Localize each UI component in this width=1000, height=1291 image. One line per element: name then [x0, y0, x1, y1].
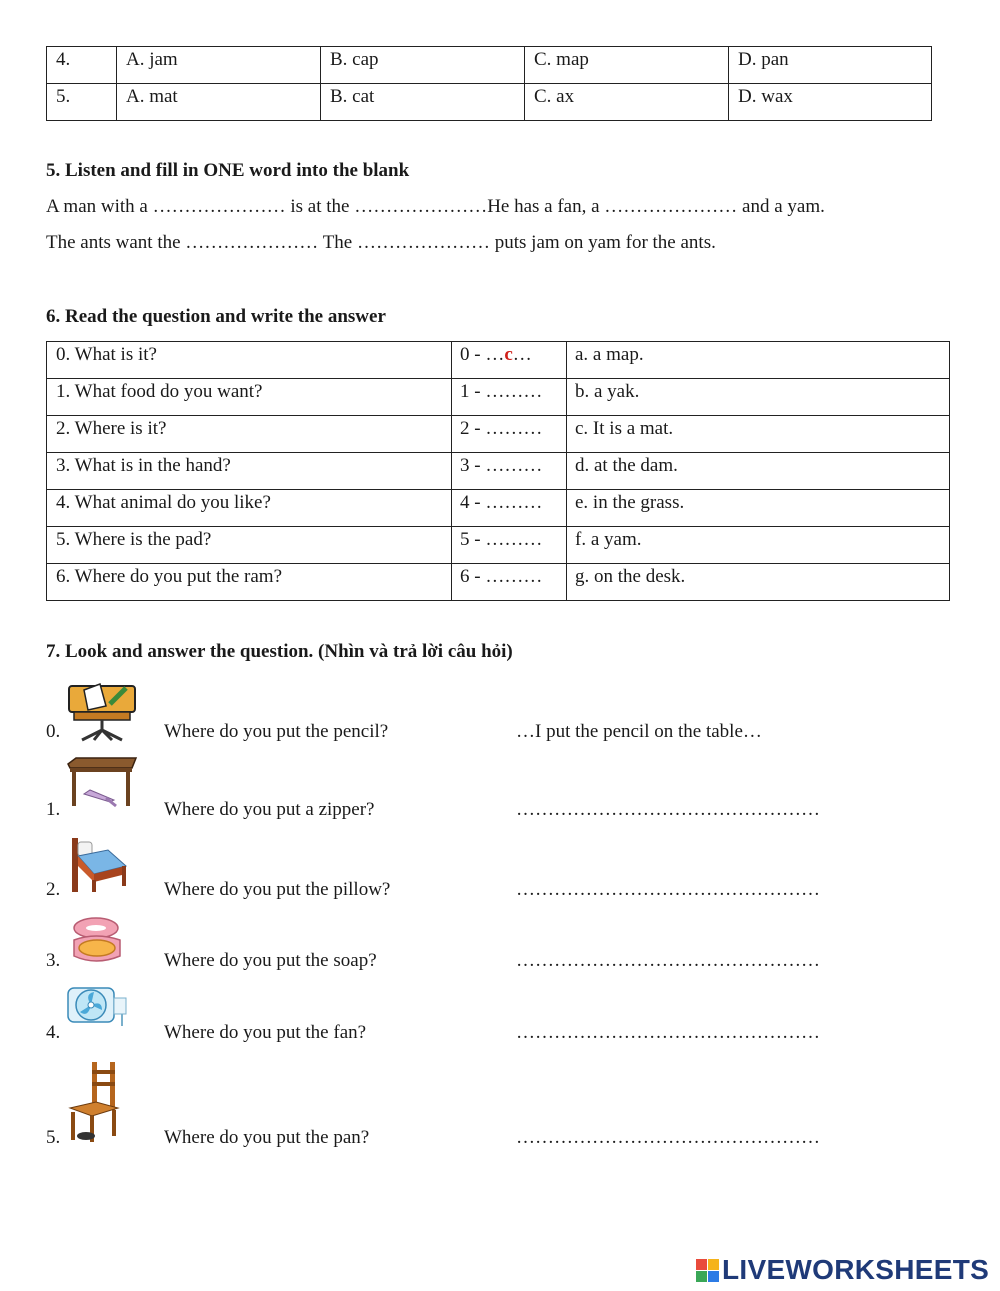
- option-cell: c. It is a mat.: [567, 416, 950, 453]
- option-a: A. mat: [117, 84, 321, 121]
- chair-icon: [66, 1060, 122, 1144]
- option-d: D. wax: [729, 84, 932, 121]
- table-row: [47, 490, 950, 527]
- question-cell: 5. Where is the pad?: [47, 527, 452, 564]
- answer-blank[interactable]: …………………………………………: [516, 1127, 820, 1148]
- table-row: [47, 379, 950, 416]
- fan-icon: [66, 984, 132, 1030]
- answer-slot-suffix: …: [512, 344, 532, 365]
- answer-slot[interactable]: 3 - ………: [452, 453, 567, 490]
- table-row: [47, 84, 932, 121]
- answer-letter: c: [504, 344, 513, 365]
- desk-with-paper-icon: [66, 678, 138, 742]
- answer-blank[interactable]: …………………………………………: [516, 799, 820, 820]
- table-row: [47, 342, 950, 379]
- answer-slot-prefix: 0 - …: [460, 344, 505, 365]
- question-number: 4.: [46, 1022, 61, 1043]
- option-d: D. pan: [729, 47, 932, 84]
- table-row: [47, 453, 950, 490]
- logo-block: [696, 1271, 707, 1282]
- table-with-zipper-icon: [66, 756, 138, 812]
- table-row: [47, 47, 932, 84]
- question-number: 0.: [46, 721, 61, 742]
- liveworksheets-logo[interactable]: [696, 1253, 989, 1287]
- table-row: [47, 564, 950, 601]
- answer-slot[interactable]: 6 - ………: [452, 564, 567, 601]
- option-cell: b. a yak.: [567, 379, 950, 416]
- row-number: 5.: [47, 84, 117, 121]
- answer-slot[interactable]: 5 - ………: [452, 527, 567, 564]
- option-c: C. ax: [525, 84, 729, 121]
- question-text: Where do you put the pencil?: [164, 721, 389, 742]
- question-number: 1.: [46, 799, 61, 820]
- question-text: Where do you put the fan?: [164, 1022, 367, 1043]
- section5-title: 5. Listen and fill in ONE word into the blank: [46, 160, 410, 181]
- question-text: Where do you put the soap?: [164, 950, 377, 971]
- answer-slot[interactable]: 1 - ………: [452, 379, 567, 416]
- row-number: 4.: [47, 47, 117, 84]
- question-text: Where do you put the pillow?: [164, 879, 391, 900]
- logo-block: [708, 1271, 719, 1282]
- section6-title: 6. Read the question and write the answer: [46, 306, 386, 327]
- answer-blank[interactable]: …………………………………………: [516, 950, 820, 971]
- question-number: 2.: [46, 879, 61, 900]
- logo-block: [708, 1259, 719, 1270]
- answer-slot[interactable]: 2 - ………: [452, 416, 567, 453]
- logo-block: [696, 1259, 707, 1270]
- question-text: Where do you put the pan?: [164, 1127, 370, 1148]
- question-number: 3.: [46, 950, 61, 971]
- answer-blank[interactable]: …………………………………………: [516, 879, 820, 900]
- option-a: A. jam: [117, 47, 321, 84]
- fill-blank-line-2: The ants want the ………………… The ………………… puts jam on yam for the ants.: [46, 232, 716, 253]
- question-cell: 4. What animal do you like?: [47, 490, 452, 527]
- option-cell: f. a yam.: [567, 527, 950, 564]
- answer-slot: [452, 342, 567, 379]
- question-cell: 1. What food do you want?: [47, 379, 452, 416]
- option-cell: e. in the grass.: [567, 490, 950, 527]
- matching-table: [46, 341, 950, 601]
- table-row: [47, 416, 950, 453]
- question-cell: 6. Where do you put the ram?: [47, 564, 452, 601]
- bed-icon: [68, 836, 130, 896]
- question-text: Where do you put a zipper?: [164, 799, 375, 820]
- option-b: B. cat: [321, 84, 525, 121]
- logo-text: LIVEWORKSHEETS: [722, 1254, 990, 1285]
- question-number: 5.: [46, 1127, 61, 1148]
- sample-answer: …I put the pencil on the table…: [516, 721, 762, 742]
- logo-blocks-icon: [696, 1259, 719, 1282]
- soap-dish-icon: [68, 914, 126, 970]
- section4-table: [46, 46, 932, 121]
- question-cell: 3. What is in the hand?: [47, 453, 452, 490]
- option-cell: a. a map.: [567, 342, 950, 379]
- answer-blank[interactable]: …………………………………………: [516, 1022, 820, 1043]
- section7-title: 7. Look and answer the question. (Nhìn và trả lời câu hỏi): [46, 641, 513, 662]
- option-cell: g. on the desk.: [567, 564, 950, 601]
- option-cell: d. at the dam.: [567, 453, 950, 490]
- question-cell: 2. Where is it?: [47, 416, 452, 453]
- question-cell: 0. What is it?: [47, 342, 452, 379]
- option-b: B. cap: [321, 47, 525, 84]
- fill-blank-line-1: A man with a ………………… is at the …………………He has a fan, a ………………… and a yam.: [46, 196, 825, 217]
- answer-slot[interactable]: 4 - ………: [452, 490, 567, 527]
- option-c: C. map: [525, 47, 729, 84]
- table-row: [47, 527, 950, 564]
